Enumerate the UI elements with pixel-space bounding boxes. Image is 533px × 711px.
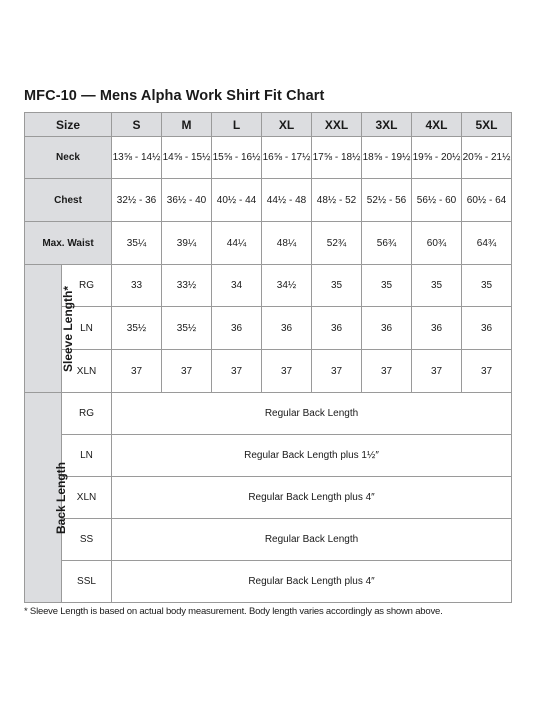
- neck-cell: 13⅝ - 14½: [112, 137, 162, 179]
- size-header-label: Size: [25, 113, 112, 137]
- sleeve-cell: 33: [112, 265, 162, 307]
- size-header-cell: XXL: [312, 113, 362, 137]
- back-length-row: [25, 435, 512, 477]
- sleeve-cell: 37: [162, 350, 212, 393]
- back-length-row: [25, 561, 512, 603]
- sleeve-cell: 35: [362, 265, 412, 307]
- back-length-cell: Regular Back Length: [112, 393, 512, 435]
- back-length-cell: Regular Back Length plus 4″: [112, 477, 512, 519]
- sleeve-cell: 35½: [162, 307, 212, 350]
- sleeve-cell: 35: [312, 265, 362, 307]
- sleeve-cell: 37: [312, 350, 362, 393]
- fit-chart-table: [24, 112, 512, 603]
- sleeve-cell: 36: [462, 307, 512, 350]
- sleeve-cell: 34: [212, 265, 262, 307]
- waist-cell: 44¼: [212, 222, 262, 265]
- back-length-row: [25, 393, 512, 435]
- back-length-cell: Regular Back Length plus 4″: [112, 561, 512, 603]
- back-length-row: [25, 477, 512, 519]
- chest-cell: 44½ - 48: [262, 179, 312, 222]
- sleeve-row: [25, 307, 512, 350]
- sleeve-cell: 37: [362, 350, 412, 393]
- sleeve-row: [25, 350, 512, 393]
- waist-row: [25, 222, 512, 265]
- waist-cell: 64¾: [462, 222, 512, 265]
- back-fit-label: RG: [62, 393, 112, 435]
- chest-cell: 48½ - 52: [312, 179, 362, 222]
- sleeve-cell: 37: [112, 350, 162, 393]
- sleeve-cell: 36: [412, 307, 462, 350]
- size-header-cell: XL: [262, 113, 312, 137]
- chart-title: MFC-10 — Mens Alpha Work Shirt Fit Chart: [24, 88, 325, 104]
- neck-cell: 15⅝ - 16½: [212, 137, 262, 179]
- chest-cell: 40½ - 44: [212, 179, 262, 222]
- neck-cell: 14⅝ - 15½: [162, 137, 212, 179]
- chest-row: [25, 179, 512, 222]
- back-length-row: [25, 519, 512, 561]
- back-length-cell: Regular Back Length: [112, 519, 512, 561]
- sleeve-fit-label: XLN: [62, 350, 112, 393]
- sleeve-cell: 34½: [262, 265, 312, 307]
- sleeve-length-label: Sleeve Length*: [61, 285, 76, 372]
- neck-label: Neck: [25, 137, 112, 179]
- sleeve-cell: 35½: [112, 307, 162, 350]
- waist-cell: 56¾: [362, 222, 412, 265]
- chest-cell: 36½ - 40: [162, 179, 212, 222]
- back-fit-label: SSL: [62, 561, 112, 603]
- size-header-cell: 4XL: [412, 113, 462, 137]
- waist-cell: 52¾: [312, 222, 362, 265]
- sleeve-cell: 37: [262, 350, 312, 393]
- neck-cell: 17⅝ - 18½: [312, 137, 362, 179]
- neck-cell: 20⅝ - 21½: [462, 137, 512, 179]
- sleeve-fit-label: LN: [62, 307, 112, 350]
- size-header-cell: 5XL: [462, 113, 512, 137]
- sleeve-cell: 33½: [162, 265, 212, 307]
- neck-cell: 19⅝ - 20½: [412, 137, 462, 179]
- back-length-label-cell: [25, 393, 69, 603]
- sleeve-length-label-cell: [25, 265, 76, 393]
- back-fit-label: SS: [62, 519, 112, 561]
- waist-cell: 60¾: [412, 222, 462, 265]
- back-fit-label: LN: [62, 435, 112, 477]
- sleeve-fit-label: RG: [62, 265, 112, 307]
- sleeve-cell: 35: [412, 265, 462, 307]
- sleeve-cell: 36: [312, 307, 362, 350]
- back-length-cell: Regular Back Length plus 1½″: [112, 435, 512, 477]
- sleeve-cell: 37: [212, 350, 262, 393]
- chest-cell: 52½ - 56: [362, 179, 412, 222]
- chest-cell: 56½ - 60: [412, 179, 462, 222]
- size-header-cell: M: [162, 113, 212, 137]
- sleeve-row: [25, 265, 512, 307]
- back-fit-label: XLN: [62, 477, 112, 519]
- sleeve-cell: 36: [212, 307, 262, 350]
- waist-label: Max. Waist: [25, 222, 112, 265]
- footnote: * Sleeve Length is based on actual body measurement. Body length varies accordingly as shown above.: [24, 606, 443, 617]
- waist-cell: 39¼: [162, 222, 212, 265]
- sleeve-cell: 36: [262, 307, 312, 350]
- neck-cell: 16⅝ - 17½: [262, 137, 312, 179]
- size-header-row: [25, 113, 512, 137]
- size-header-cell: S: [112, 113, 162, 137]
- size-header-cell: 3XL: [362, 113, 412, 137]
- sleeve-cell: 36: [362, 307, 412, 350]
- chest-cell: 32½ - 36: [112, 179, 162, 222]
- neck-cell: 18⅝ - 19½: [362, 137, 412, 179]
- sleeve-cell: 35: [462, 265, 512, 307]
- chest-cell: 60½ - 64: [462, 179, 512, 222]
- size-header-cell: L: [212, 113, 262, 137]
- neck-row: [25, 137, 512, 179]
- sleeve-cell: 37: [412, 350, 462, 393]
- chest-label: Chest: [25, 179, 112, 222]
- sleeve-cell: 37: [462, 350, 512, 393]
- back-length-label: Back Length: [54, 461, 69, 534]
- waist-cell: 48¼: [262, 222, 312, 265]
- waist-cell: 35¼: [112, 222, 162, 265]
